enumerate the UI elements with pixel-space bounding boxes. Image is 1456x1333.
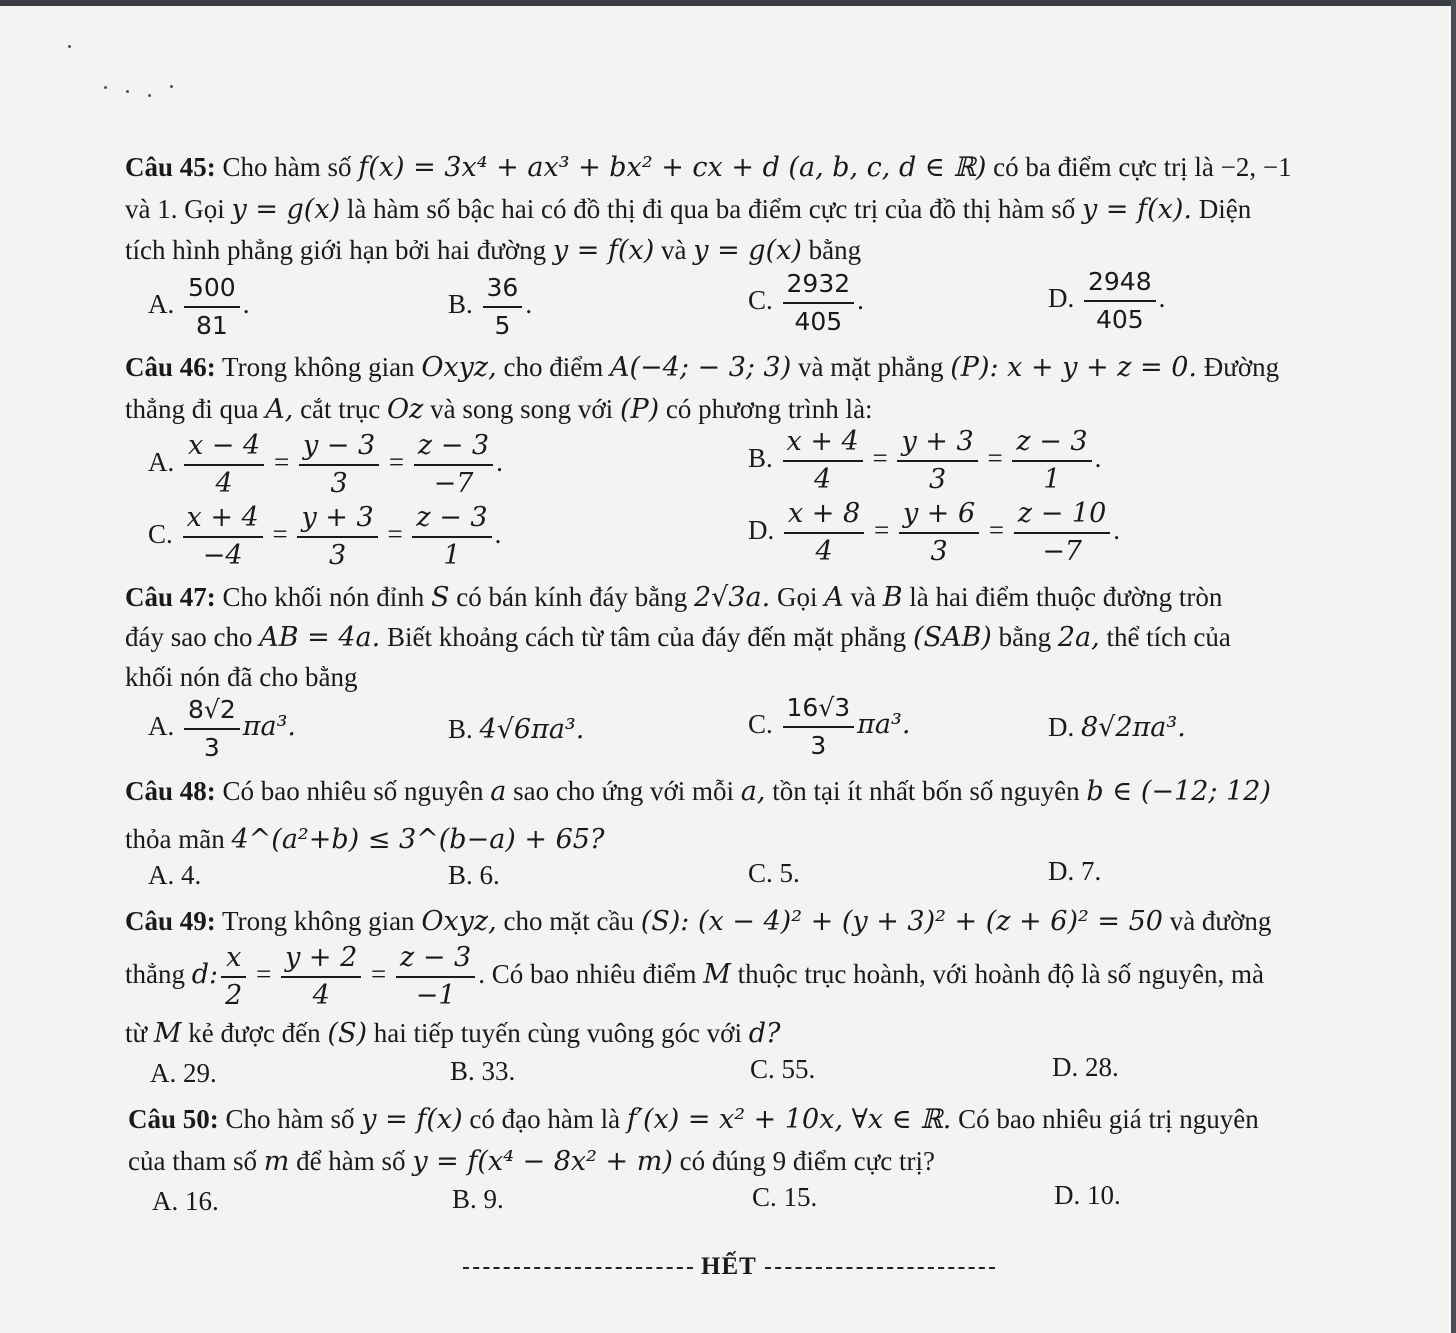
question-label: Câu 48: (125, 776, 216, 806)
text: Gọi (776, 582, 818, 612)
denominator: 81 (195, 311, 228, 340)
question-label: Câu 45: (125, 152, 216, 182)
math: πa³. (857, 709, 911, 741)
numerator: x + 4 (183, 500, 263, 538)
math: A (824, 582, 844, 613)
option-key: C. (752, 1182, 777, 1212)
math: 4√6πa³. (479, 714, 585, 745)
text: . Có bao nhiêu điểm (478, 959, 697, 990)
option-key: D. (1048, 712, 1075, 742)
numerator: z − 3 (1012, 424, 1091, 462)
q47-line-1 (125, 580, 1222, 615)
numerator: z − 3 (396, 940, 475, 978)
option-value: 6. (479, 860, 500, 890)
q48-option-a[interactable] (148, 858, 201, 892)
math: A(−4; − 3; 3) (609, 352, 792, 383)
denominator: −1 (415, 980, 456, 1011)
option-key: C. (750, 1054, 775, 1084)
q50-option-c[interactable] (752, 1180, 817, 1214)
text: hai tiếp tuyến cùng vuông góc với (373, 1018, 742, 1048)
numerator: 2932 (783, 266, 855, 304)
q47-line-3 (125, 660, 357, 694)
denominator: 1 (1043, 464, 1061, 495)
question-label: Câu 50: (128, 1104, 219, 1134)
option-key: A. (148, 447, 175, 478)
text: Có bao nhiêu giá trị nguyên (958, 1104, 1259, 1134)
numerator: y + 2 (281, 940, 361, 978)
math: 2a, (1057, 622, 1100, 653)
q47-option-a[interactable] (148, 692, 296, 766)
math: d? (748, 1018, 781, 1049)
option-value: 28. (1085, 1052, 1119, 1082)
denominator: 4 (215, 468, 233, 499)
math: y = f(x⁴ − 8x² + m) (412, 1146, 673, 1177)
math: a (490, 776, 507, 807)
q46-option-c[interactable]: C. $\frac{x + 4}{-4}$ = $\frac{y + 3}{3}$ = $\frac{z - 3}{1}$ . (148, 500, 501, 574)
option-value: 33. (481, 1056, 516, 1086)
q50-option-d[interactable] (1054, 1178, 1121, 1212)
q49-option-d[interactable] (1052, 1050, 1119, 1084)
math: M (153, 1018, 182, 1049)
option-key: D. (1052, 1052, 1079, 1082)
q50-option-b[interactable] (452, 1182, 504, 1216)
denominator: 3 (330, 468, 348, 499)
text: và (661, 235, 687, 265)
denominator: 3 (328, 540, 347, 571)
text: Trong không gian (222, 352, 415, 382)
scan-specks (62, 40, 192, 110)
text: có bán kính đáy bằng (456, 582, 688, 612)
numerator: x + 8 (784, 496, 864, 534)
divider (765, 1267, 995, 1269)
q46-option-a[interactable]: A. $\frac{x - 4}{4}$ = $\frac{y - 3}{3}$ = $\frac{z - 3}{-7}$ . (148, 428, 503, 502)
numerator: 2948 (1084, 264, 1156, 302)
q46-line-2 (125, 392, 873, 427)
text: tích hình phẳng giới hạn bởi hai đường (125, 235, 547, 265)
option-key: B. (448, 860, 473, 890)
math: f′(x) = x² + 10x, ∀x ∈ ℝ. (626, 1104, 952, 1135)
text: Cho hàm số (225, 1104, 355, 1134)
denominator: 405 (794, 307, 843, 336)
math: b ∈ (−12; 12) (1086, 776, 1271, 807)
option-key: B. (748, 443, 773, 474)
text: cho mặt cầu (503, 906, 634, 936)
math: a, (740, 776, 766, 807)
text: sao cho ứng với mỗi (513, 776, 735, 806)
numerator: 500 (184, 270, 240, 308)
numerator: 16√3 (783, 690, 855, 728)
q46-option-b[interactable]: B. $\frac{x + 4}{4}$ = $\frac{y + 3}{3}$ = $\frac{z - 3}{1}$ . (748, 424, 1101, 498)
text: tồn tại ít nhất bốn số nguyên (772, 776, 1080, 806)
math: d: (191, 959, 219, 991)
q50-option-a[interactable] (152, 1184, 219, 1218)
option-key: B. (452, 1184, 477, 1214)
numerator: z − 3 (412, 500, 491, 538)
option-key: D. (1048, 856, 1075, 886)
numerator: z − 3 (414, 428, 493, 466)
math: y = g(x) (693, 235, 802, 266)
text: thẳng (125, 959, 185, 990)
text: và (850, 582, 876, 612)
option-key: B. (448, 714, 473, 744)
math: S (431, 582, 450, 613)
text: thuộc trục hoành, với hoành độ là số nguyên, mà (737, 959, 1265, 990)
q45-line-1 (125, 150, 1292, 185)
option-key: C. (748, 858, 773, 888)
option-key: A. (148, 289, 175, 320)
denominator: 4 (312, 980, 330, 1011)
denominator: 5 (494, 311, 511, 340)
math: 4^(a²+b) ≤ 3^(b−a) + 65? (231, 824, 605, 855)
option-value: 29. (183, 1058, 217, 1088)
text: và 1. Gọi (125, 194, 225, 224)
numerator: z − 10 (1014, 496, 1110, 534)
q49-line-3 (125, 1016, 780, 1051)
denominator: 4 (815, 536, 833, 567)
q47-option-d[interactable] (1048, 710, 1186, 745)
scan-edge-top (0, 0, 1456, 6)
math: (P) (619, 394, 660, 425)
scan-edge-right (1451, 0, 1456, 1333)
q48-option-b[interactable] (448, 858, 500, 892)
math: πa³. (242, 711, 296, 743)
text: bằng (998, 622, 1052, 652)
text: và mặt phẳng (798, 352, 944, 382)
question-label: Câu 49: (125, 906, 216, 936)
text: thể tích của (1106, 622, 1231, 652)
option-key: A. (150, 1058, 177, 1088)
q48-line-2 (125, 822, 604, 857)
text: Đường (1203, 352, 1280, 382)
text: có đúng 9 điểm cực trị? (679, 1146, 935, 1176)
denominator: 3 (203, 733, 220, 762)
q46-option-d[interactable]: D. $\frac{x + 8}{4}$ = $\frac{y + 6}{3}$ = $\frac{z - 10}{-7}$ . (748, 496, 1120, 570)
math: B (882, 582, 903, 613)
q50-line-2 (128, 1144, 935, 1179)
math: 2√3a. (693, 582, 771, 613)
numerator: y − 3 (299, 428, 379, 466)
math: Oz (387, 394, 424, 425)
q47-option-b[interactable] (448, 712, 584, 747)
q45-line-3 (125, 233, 861, 268)
q49-option-c[interactable] (750, 1052, 815, 1086)
math: AB = 4a. (259, 622, 381, 653)
q50-line-1 (128, 1102, 1259, 1137)
option-value: 10. (1087, 1180, 1121, 1210)
numerator: x − 4 (184, 428, 264, 466)
text: kẻ được đến (188, 1018, 321, 1048)
math: A, (265, 394, 294, 425)
math: y = f(x) (552, 235, 655, 266)
q49-line-1 (125, 904, 1271, 939)
math: y = f(x). (1082, 194, 1192, 225)
text: thẳng đi qua (125, 394, 259, 424)
numerator: y + 3 (897, 424, 977, 462)
end-marker (455, 1253, 1000, 1281)
option-value: 4. (181, 860, 202, 890)
math: (P): x + y + z = 0. (950, 352, 1197, 383)
option-value: 16. (185, 1186, 219, 1216)
q45-option-a[interactable]: A. $\frac{500}{81}$ . (148, 270, 249, 344)
q45-option-c[interactable]: C. $\frac{2932}{405}$ . (748, 266, 864, 340)
text: Cho khối nón đỉnh (222, 582, 425, 612)
denominator: 3 (810, 731, 827, 760)
q49-option-a[interactable] (150, 1056, 217, 1090)
denominator: −7 (1042, 536, 1082, 567)
text: thỏa mãn (125, 824, 225, 854)
math: (S) (327, 1018, 367, 1049)
q49-option-b[interactable] (450, 1054, 515, 1088)
option-key: D. (748, 515, 775, 546)
option-key: B. (450, 1056, 475, 1086)
text: cắt trục (300, 394, 381, 424)
math: y = f(x) (361, 1104, 463, 1135)
denominator: 3 (928, 464, 947, 495)
text: Biết khoảng cách từ tâm của đáy đến mặt phẳng (386, 622, 907, 652)
numerator: 8√2 (184, 692, 240, 730)
numerator: x + 4 (783, 424, 863, 462)
option-key: A. (152, 1186, 179, 1216)
option-value: 7. (1081, 856, 1102, 886)
numerator: y + 6 (899, 496, 979, 534)
option-key: C. (748, 285, 773, 316)
denominator: −7 (433, 468, 474, 499)
q48-option-c[interactable] (748, 856, 800, 890)
option-value: 15. (783, 1182, 818, 1212)
q45-line-2 (125, 192, 1251, 227)
denominator: −4 (202, 540, 243, 571)
text: khối nón đã cho bằng (125, 662, 358, 692)
denominator: 3 (930, 536, 948, 567)
math: M (703, 959, 731, 991)
option-key: B. (448, 289, 473, 320)
divider (463, 1267, 693, 1269)
text: có đạo hàm là (469, 1104, 621, 1134)
text: và đường (1169, 906, 1272, 936)
question-label: Câu 47: (125, 582, 216, 612)
option-key: A. (148, 711, 175, 742)
math: Oxyz, (421, 906, 497, 937)
math: f(x) = 3x⁴ + ax³ + bx² + cx + d (a, b, c, d ∈ ℝ) (358, 152, 987, 183)
option-key: D. (1054, 1180, 1081, 1210)
math: (SAB) (912, 622, 992, 653)
option-key: D. (1048, 283, 1075, 314)
text: cho điểm (503, 352, 604, 382)
denominator: 4 (814, 464, 832, 495)
math: 8√2πa³. (1081, 712, 1186, 743)
q49-line-2: thẳng d: $\frac{x}{2}$ = $\frac{y + 2}{4}$ = $\frac{z - 3}{-1}$ . Có bao nhiêu điểm M thuộc trục hoành, với hoành độ là số nguyên, mà (125, 940, 1264, 1014)
option-key: C. (748, 709, 773, 740)
text: và song song với (430, 394, 614, 424)
text: đáy sao cho (125, 622, 253, 652)
end-text: HẾT (701, 1253, 757, 1280)
numerator: y + 3 (297, 500, 377, 538)
q46-line-1 (125, 350, 1279, 385)
text: Có bao nhiêu số nguyên (222, 776, 484, 806)
numerator: x (221, 940, 246, 978)
q45-option-d[interactable]: D. $\frac{2948}{405}$ . (1048, 264, 1165, 338)
text: Cho hàm số (222, 152, 352, 182)
text: có ba điểm cực trị là −2, −1 (993, 152, 1292, 182)
text: là hai điểm thuộc đường tròn (909, 582, 1223, 612)
option-value: 5. (779, 858, 800, 888)
math: (S): (x − 4)² + (y + 3)² + (z + 6)² = 50 (640, 906, 1163, 937)
numerator: 36 (483, 270, 523, 308)
math: Oxyz, (421, 352, 497, 383)
math: m (263, 1146, 290, 1177)
option-value: 55. (781, 1054, 816, 1084)
q47-option-c[interactable] (748, 690, 910, 764)
text: để hàm số (296, 1146, 406, 1176)
text: là hàm số bậc hai có đồ thị đi qua ba điểm cực trị của đồ thị hàm số (346, 194, 1076, 224)
q48-line-1 (125, 774, 1271, 809)
text: bằng (808, 235, 862, 265)
denominator: 1 (443, 540, 461, 571)
text: từ (125, 1018, 148, 1048)
text: có phương trình là: (665, 394, 873, 424)
question-label: Câu 46: (125, 352, 216, 382)
q48-option-d[interactable] (1048, 854, 1101, 888)
math: y = g(x) (231, 194, 341, 225)
q45-option-b[interactable]: B. $\frac{36}{5}$ . (448, 270, 532, 344)
option-value: 9. (483, 1184, 504, 1214)
denominator: 2 (225, 980, 243, 1011)
denominator: 405 (1095, 305, 1144, 334)
text: Diện (1198, 194, 1252, 224)
text: Trong không gian (222, 906, 415, 936)
text: của tham số (128, 1146, 257, 1176)
option-key: C. (148, 519, 173, 550)
q47-line-2 (125, 620, 1231, 655)
option-key: A. (148, 860, 175, 890)
